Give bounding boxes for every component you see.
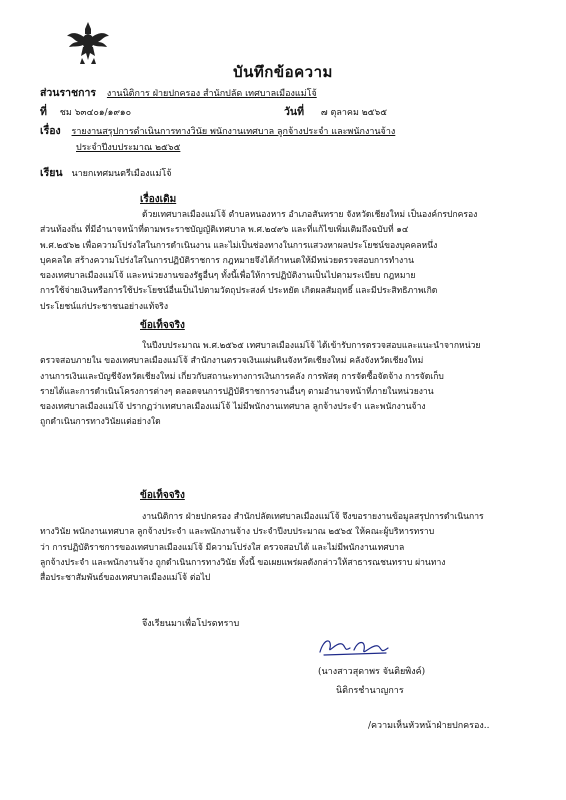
paragraph-line: รายได้และการดำเนินโครงการต่างๆ ตลอดจนการปฏิบัติราชการงานอื่นๆ ตามอำนาจหน้าที่ภายในหน่วยงาน xyxy=(40,386,434,397)
paragraph-line: ของเทศบาลเมืองแม่โจ้ ปรากฏว่าเทศบาลเมืองแม่โจ้ ไม่มีพนักงานเทศบาล ลูกจ้างประจำ และพนักงานจ้าง xyxy=(40,402,426,413)
paragraph-line: ลูกจ้างประจำ และพนักงานจ้าง ถูกดำเนินการทางวินัย ทั้งนี้ ขอเผยแพร่ผลดังกล่าวให้สาธารณชนทราบ ผ่านทาง xyxy=(40,557,446,568)
signatory-position: นิติกรชำนาญการ xyxy=(336,686,404,696)
handwritten-signature xyxy=(316,634,396,660)
paragraph-line: ทางวินัย พนักงานเทศบาล ลูกจ้างประจำ และพนักงานจ้าง ประจำปีงบประมาณ ๒๕๖๕ ให้คณะผู้บริหารทราบ xyxy=(40,527,435,538)
subject-line-2: ประจำปีงบประมาณ ๒๕๖๕ xyxy=(76,143,181,153)
addressee-value: นายกเทศมนตรีเมืองแม่โจ้ xyxy=(71,169,172,179)
section-body-facts-2 xyxy=(40,510,484,586)
closing-text: จึงเรียนมาเพื่อโปรดทราบ xyxy=(142,619,240,629)
reference-label: ที่ xyxy=(40,106,47,118)
paragraph-line: ถูกดำเนินการทางวินัยแต่อย่างใด xyxy=(40,417,161,428)
paragraph-line: ประโยชน์แก่ประชาชนอย่างแท้จริง xyxy=(40,301,169,312)
date-label: วันที่ xyxy=(284,106,304,118)
subject-row xyxy=(40,122,395,139)
subject-line-1: รายงานสรุปการดำเนินการทางวินัย พนักงานเทศบาล ลูกจ้างประจำ และพนักงานจ้าง xyxy=(71,127,396,137)
paragraph-line: สื่อประชาสัมพันธ์ของเทศบาลเมืองแม่โจ้ ต่อไป xyxy=(40,573,211,584)
section-heading-background: เรื่องเดิม xyxy=(140,194,177,205)
section-body-background xyxy=(40,208,477,315)
footer-note: /ความเห็นหัวหน้าฝ่ายปกครอง.. xyxy=(368,721,490,731)
agency-row xyxy=(40,84,317,101)
paragraph-line: พ.ศ.๒๕๖๒ เพื่อความโปร่งใสในการดำเนินงาน และไม่เป็นช่องทางในการแสวงหาผลประโยชน์ของบุคคลหนึ่ง xyxy=(40,240,438,251)
subject-label: เรื่อง xyxy=(40,125,61,137)
agency-value: งานนิติการ ฝ่ายปกครอง สำนักปลัด เทศบาลเมืองแม่โจ้ xyxy=(106,89,317,99)
agency-label: ส่วนราชการ xyxy=(40,87,97,99)
document-title: บันทึกข้อความ xyxy=(233,63,333,81)
paragraph-line: ในปีงบประมาณ พ.ศ.๒๕๖๕ เทศบาลเมืองแม่โจ้ ได้เข้ารับการตรวจสอบและแนะนำจากหน่วย xyxy=(142,341,481,351)
subject-row-2 xyxy=(76,140,180,154)
paragraph-line: ของเทศบาลเมืองแม่โจ้ และหน่วยงานของรัฐอื่นๆ ทั้งนี้เพื่อให้การปฏิบัติงานเป็นไปตามระเบียบ กฎหมาย xyxy=(40,271,416,282)
section-heading-facts-2: ข้อเท็จจริง xyxy=(140,490,185,501)
paragraph-line: ตรวจสอบภายใน ของเทศบาลเมืองแม่โจ้ สำนักงานตรวจเงินแผ่นดินจังหวัดเชียงใหม่ คลังจังหวัดเชียงใหม่ xyxy=(40,356,424,367)
paragraph-line: บุคคลใด สร้างความโปร่งใสในการปฏิบัติราชการ กฎหมายจึงได้กำหนดให้มีหน่วยตรวจสอบการทำงาน xyxy=(40,255,414,266)
date-value: ๗ ตุลาคม ๒๕๖๕ xyxy=(320,108,387,118)
date-row xyxy=(284,103,387,120)
reference-value: ชม ๖๓๔๐๑/๑๙๑๐ xyxy=(59,108,132,118)
section-heading-facts: ข้อเท็จจริง xyxy=(140,320,185,331)
paragraph-line: การใช้จ่ายเงินหรือการใช้ประโยชน์อื่นเป็นไปตามวัตถุประสงค์ ประหยัด เกิดผลสัมฤทธิ์ และมีประสิทธิภาพเกิด xyxy=(40,286,438,297)
reference-row xyxy=(40,103,131,120)
paragraph-line: งานนิติการ ฝ่ายปกครอง สำนักปลัดเทศบาลเมืองแม่โจ้ จึงขอรายงานข้อมูลสรุปการดำเนินการ xyxy=(142,512,484,522)
paragraph-line: ส่วนท้องถิ่น ที่มีอำนาจหน้าที่ตามพระราชบัญญัติเทศบาล พ.ศ.๒๔๙๖ และที่แก้ไขเพิ่มเติมถึงฉบับที่ ๑๔ xyxy=(40,225,409,236)
addressee-label: เรียน xyxy=(40,167,63,179)
signatory-name: (นางสาวสุดาพร จันติยพิงค์) xyxy=(318,667,426,677)
paragraph-line: ด้วยเทศบาลเมืองแม่โจ้ ตำบลหนองหาร อำเภอสันทราย จังหวัดเชียงใหม่ เป็นองค์กรปกครอง xyxy=(142,210,478,220)
paragraph-line: งานการเงินและบัญชีจังหวัดเชียงใหม่ เกี่ยวกับสถานะทางการเงินการคลัง การพัสดุ การจัดซื้อจัดจ้าง การจัดเก็บ xyxy=(40,371,444,382)
addressee-row xyxy=(40,164,172,181)
section-body-facts xyxy=(40,339,480,431)
paragraph-line: ว่า การปฏิบัติราชการของเทศบาลเมืองแม่โจ้ มีความโปร่งใส ตรวจสอบได้ และไม่มีพนักงานเทศบาล xyxy=(40,542,405,553)
